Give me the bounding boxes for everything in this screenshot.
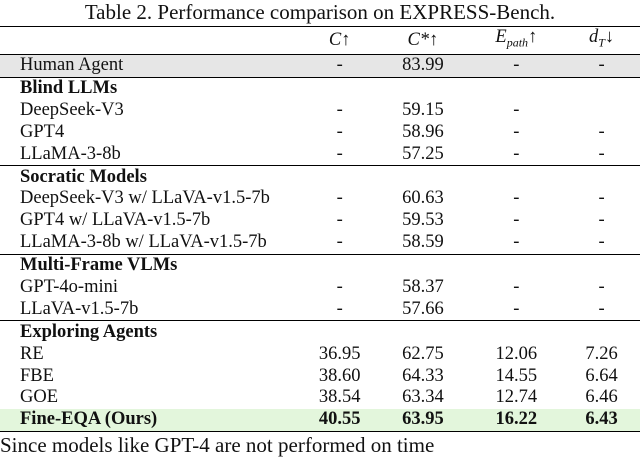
method-name: Fine-EQA (Ours) xyxy=(0,409,303,431)
value-c: 40.55 xyxy=(303,409,376,431)
value-e-path: - xyxy=(513,143,520,164)
header-e-path: $E_{path}↑$ xyxy=(470,27,564,55)
value-c: 36.95 xyxy=(318,343,361,364)
table-row xyxy=(0,365,640,387)
value-c: - xyxy=(303,54,376,77)
value-c: - xyxy=(336,121,343,142)
table-caption: Table 2. Performance comparison on EXPRESS-Bench. xyxy=(84,0,556,24)
value-c: - xyxy=(336,277,343,298)
value-c: - xyxy=(336,188,343,209)
value-d-t: 6.64 xyxy=(585,365,618,386)
value-d-t: - xyxy=(598,277,605,298)
method-name: LLaMA-3-8b xyxy=(20,143,121,164)
value-d-t: - xyxy=(598,188,605,209)
method-name: GPT4 w/ LLaVA-v1.5-7b xyxy=(20,210,211,231)
table-row xyxy=(0,343,640,365)
table-row xyxy=(0,210,640,232)
value-d-t: - xyxy=(598,121,605,142)
method-name: GOE xyxy=(20,387,59,408)
table-row xyxy=(0,99,640,121)
value-c: - xyxy=(336,298,343,319)
body-text-fragment: Since models like GPT-4 are not performed on time xyxy=(0,433,435,457)
value-d-t: - xyxy=(598,298,605,319)
method-name: LLaMA-3-8b w/ LLaVA-v1.5-7b xyxy=(20,232,267,253)
performance-table xyxy=(0,26,640,432)
value-d-t: - xyxy=(563,54,640,77)
group-header-exploring-agents: Exploring Agents xyxy=(0,321,640,343)
value-c-star: 64.33 xyxy=(402,365,444,386)
value-e-path: - xyxy=(513,277,520,298)
method-name: GPT4 xyxy=(20,121,65,142)
value-d-t: 6.46 xyxy=(585,387,618,408)
value-e-path: - xyxy=(513,99,520,120)
value-c: 38.54 xyxy=(318,387,361,408)
value-c: 38.60 xyxy=(318,365,361,386)
value-c-star: 63.95 xyxy=(376,409,469,431)
group-header-multi-frame-vlms: Multi-Frame VLMs xyxy=(0,254,640,276)
table-row xyxy=(0,298,640,320)
value-c-star: 63.34 xyxy=(402,387,444,408)
value-d-t: 7.26 xyxy=(585,343,618,364)
method-name: DeepSeek-V3 w/ LLaVA-v1.5-7b xyxy=(20,188,270,209)
value-c-star: 83.99 xyxy=(376,54,469,77)
value-c: - xyxy=(336,143,343,164)
value-e-path: 12.74 xyxy=(495,387,538,408)
table-row xyxy=(0,121,640,143)
value-c-star: 59.53 xyxy=(402,210,444,231)
value-e-path: 16.22 xyxy=(470,409,564,431)
method-name: LLaVA-v1.5-7b xyxy=(20,298,139,319)
header-c: C↑ xyxy=(303,27,376,55)
group-header-blind-llms: Blind LLMs xyxy=(20,78,118,99)
header-method xyxy=(0,27,303,55)
value-c: - xyxy=(336,210,343,231)
table-row xyxy=(0,277,640,299)
value-c-star: 60.63 xyxy=(402,188,444,209)
table-row-human-agent xyxy=(0,54,640,77)
method-name: GPT-4o-mini xyxy=(20,277,118,298)
value-e-path: - xyxy=(470,54,564,77)
value-c-star: 59.15 xyxy=(402,99,444,120)
method-name: DeepSeek-V3 xyxy=(20,99,124,120)
method-name: Human Agent xyxy=(0,54,303,77)
group-header-socratic-models: Socratic Models xyxy=(0,166,640,188)
table-row xyxy=(0,188,640,210)
value-c-star: 62.75 xyxy=(402,343,444,364)
value-e-path: - xyxy=(513,188,520,209)
value-c: - xyxy=(336,99,343,120)
value-e-path: 14.55 xyxy=(495,365,538,386)
header-row xyxy=(0,27,640,55)
value-c-star: 57.66 xyxy=(402,298,444,319)
value-d-t: - xyxy=(598,210,605,231)
table-row-fine-eqa-ours xyxy=(0,409,640,431)
value-d-t: - xyxy=(598,143,605,164)
table-row xyxy=(0,143,640,165)
value-e-path: - xyxy=(513,210,520,231)
value-d-t: 6.43 xyxy=(563,409,640,431)
value-c-star: 58.59 xyxy=(402,232,444,253)
method-name: RE xyxy=(20,343,44,364)
value-d-t xyxy=(563,99,640,121)
value-e-path: - xyxy=(513,232,520,253)
value-e-path: - xyxy=(513,121,520,142)
table-row xyxy=(0,232,640,254)
header-d-t: $d_T↓$ xyxy=(563,27,640,55)
value-c-star: 58.96 xyxy=(402,121,444,142)
value-c-star: 58.37 xyxy=(402,277,444,298)
value-d-t: - xyxy=(598,232,605,253)
header-c-star: C*↑ xyxy=(376,27,469,55)
table-row xyxy=(0,387,640,409)
method-name: FBE xyxy=(20,365,54,386)
value-e-path: 12.06 xyxy=(495,343,538,364)
value-c: - xyxy=(336,232,343,253)
value-c-star: 57.25 xyxy=(402,143,444,164)
value-e-path: - xyxy=(513,298,520,319)
